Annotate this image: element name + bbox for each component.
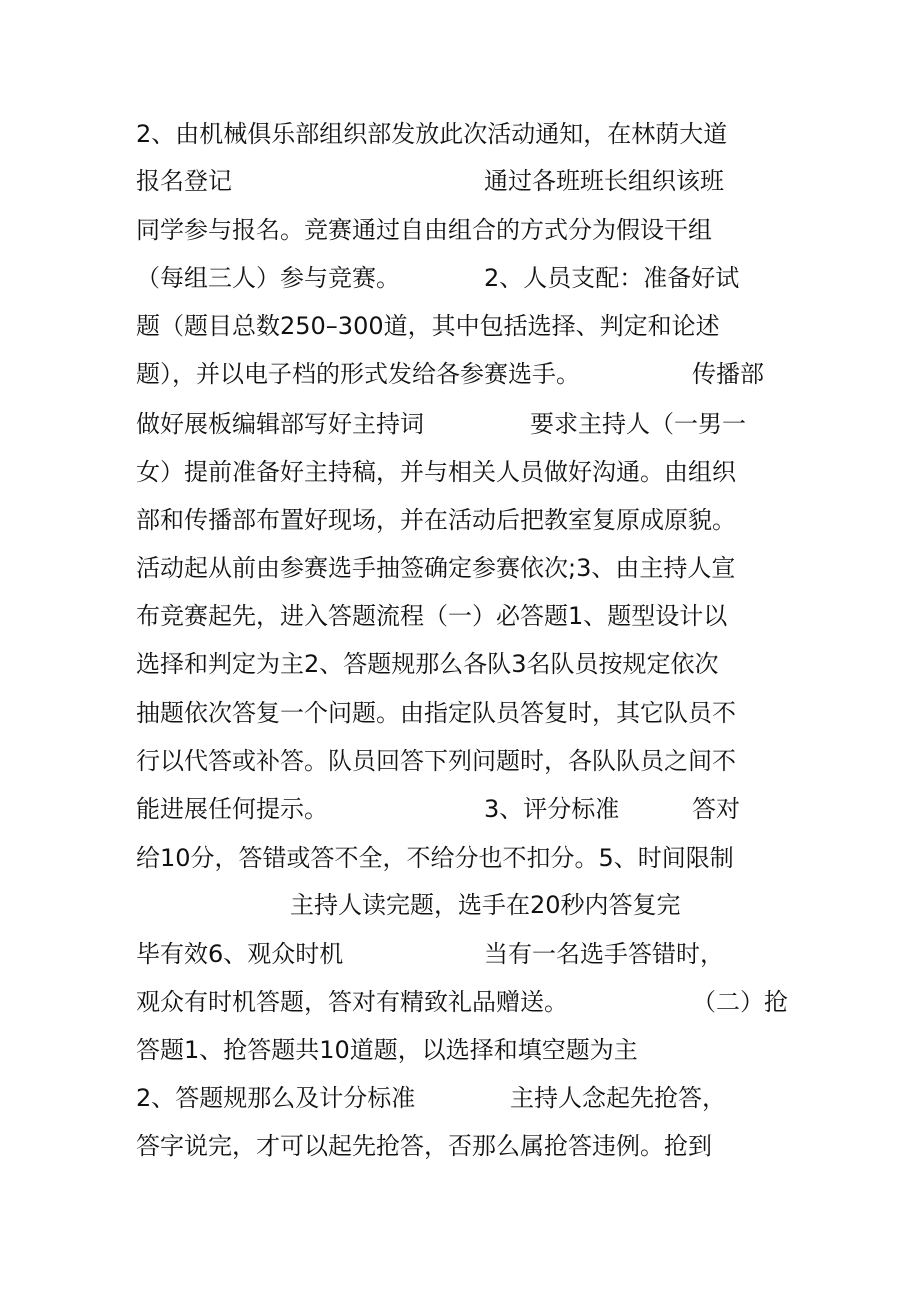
text-line-8 — [0, 448, 920, 496]
text-segment: 答对 — [692, 795, 740, 823]
text-segment: 能进展任何提示。 — [136, 795, 328, 823]
text-segment: 做好展板编辑部写好主持词 — [136, 410, 424, 438]
text-segment: 女）提前准备好主持稿，并与相关人员做好沟通。由组织 — [136, 458, 736, 486]
text-line-19 — [0, 978, 920, 1026]
text-segment: 给10分，答错或答不全，不给分也不扣分。5、时间限制 — [136, 844, 734, 872]
text-line-2 — [0, 157, 920, 205]
text-line-17 — [0, 881, 920, 929]
text-line-3 — [0, 206, 920, 254]
text-segment: 2、答题规那么及计分标准 — [136, 1084, 416, 1112]
text-line-21 — [0, 1074, 920, 1122]
text-segment: 活动起从前由参赛选手抽签确定参赛依次;3、由主持人宣 — [136, 554, 736, 582]
text-segment: 答字说完，才可以起先抢答，否那么属抢答违例。抢到 — [136, 1132, 712, 1160]
text-segment: 通过各班班长组织该班 — [484, 167, 724, 195]
text-line-5 — [0, 302, 920, 350]
text-segment: 要求主持人（一男一 — [530, 410, 746, 438]
text-segment: 布竞赛起先，进入答题流程（一）必答题1、题型设计以 — [136, 602, 728, 630]
text-segment: 抽题依次答复一个问题。由指定队员答复时，其它队员不 — [136, 699, 736, 727]
text-line-10 — [0, 544, 920, 592]
text-line-14 — [0, 737, 920, 785]
text-line-22 — [0, 1122, 920, 1170]
text-segment: 当有一名选手答错时， — [484, 940, 724, 968]
text-line-15 — [0, 785, 920, 833]
text-segment: （二）抢 — [692, 988, 788, 1016]
text-line-13 — [0, 689, 920, 737]
text-line-4 — [0, 254, 920, 302]
text-segment: 题），并以电子档的形式发给各参赛选手。 — [136, 360, 580, 388]
text-line-7 — [0, 400, 920, 448]
text-segment: 题（题目总数250–300道，其中包括选择、判定和论述 — [136, 312, 720, 340]
text-segment: 毕有效6、观众时机 — [136, 940, 344, 968]
text-segment: 3、评分标准 — [484, 795, 620, 823]
text-segment: 报名登记 — [136, 167, 232, 195]
text-line-1 — [0, 110, 920, 158]
text-segment: 行以代答或补答。队员回答下列问题时，各队队员之间不 — [136, 747, 736, 775]
text-segment: 观众有时机答题，答对有精致礼品赠送。 — [136, 988, 568, 1016]
text-segment: 2、人员支配：准备好试 — [484, 264, 740, 292]
text-segment: 选择和判定为主2、答题规那么各队3名队员按规定依次 — [136, 650, 719, 678]
text-segment: 答题1、抢答题共10道题，以选择和填空题为主 — [136, 1036, 638, 1064]
text-line-18 — [0, 930, 920, 978]
text-segment: 2、由机械俱乐部组织部发放此次活动通知，在林荫大道 — [136, 120, 728, 148]
text-line-9 — [0, 496, 920, 544]
text-segment: 同学参与报名。竞赛通过自由组合的方式分为假设干组 — [136, 216, 712, 244]
text-line-6 — [0, 350, 920, 398]
text-line-16 — [0, 834, 920, 882]
text-segment: 部和传播部布置好现场，并在活动后把教室复原成原貌。 — [136, 506, 736, 534]
text-line-12 — [0, 640, 920, 688]
text-line-20 — [0, 1026, 920, 1074]
text-segment: 主持人读完题，选手在20秒内答复完 — [290, 891, 681, 919]
text-line-11 — [0, 592, 920, 640]
text-segment: 主持人念起先抢答， — [510, 1084, 726, 1112]
text-segment: 传播部 — [692, 360, 764, 388]
text-segment: （每组三人）参与竞赛。 — [136, 264, 400, 292]
